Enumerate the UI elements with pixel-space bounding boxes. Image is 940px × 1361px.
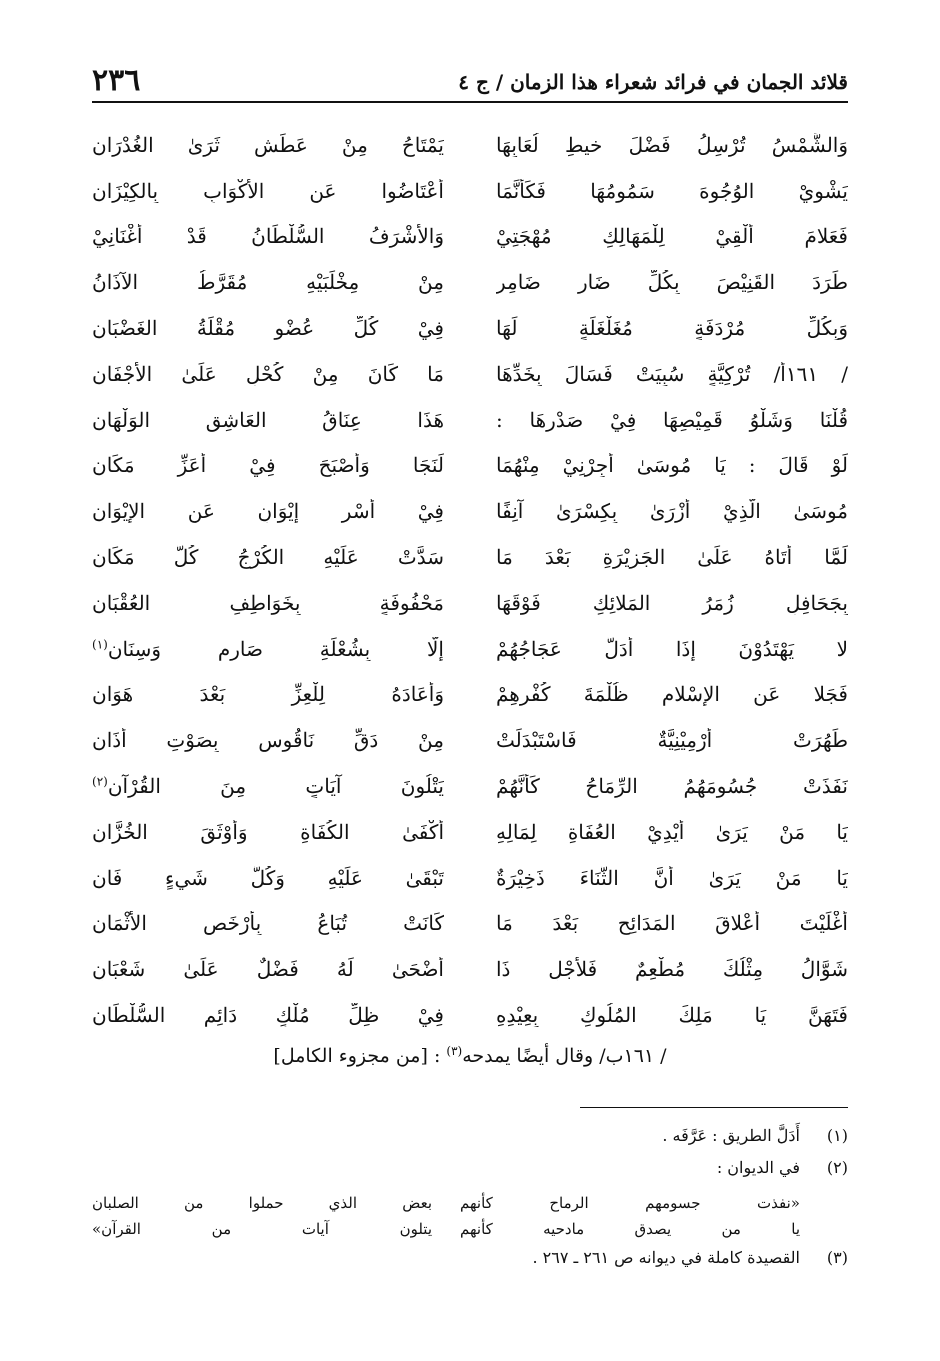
footnote-1 xyxy=(92,1126,848,1158)
verse-second-hemistich xyxy=(92,499,444,523)
verse-first-hemistich: طَهُرَتْ أَرْمِيْنِيَّةٌ فَاسْتَبْدَلَتْ xyxy=(496,728,848,753)
verse-first-hemistich: لَمَّا أَتَاهُ عَلَىٰ الجَزِيْرَةِ بَعْدَ مَا xyxy=(496,545,848,570)
verse-second-hemistich-text: مِنْ مِخْلَبَيْهِ مُقَرَّطُ الآذَانُ xyxy=(92,270,444,295)
footnote-number: (٢) xyxy=(826,1158,848,1177)
page-number: ٢٣٦ xyxy=(92,63,141,98)
verse-line xyxy=(92,626,848,672)
intro-footnote-marker: (٣) xyxy=(446,1044,463,1058)
verse-second-hemistich xyxy=(92,408,444,432)
verse-line xyxy=(92,122,848,168)
verse-second-hemistich xyxy=(92,682,444,706)
header-rule xyxy=(92,101,848,103)
verse-first-hemistich: طَرَدَ القَنِيْصَ بِكُلِّ ضَارٍ ضَامِرٍ xyxy=(496,270,848,295)
verse-line xyxy=(92,534,848,580)
verse-first-hemistich: يَا مَنْ يَرَىٰ أَيْدِيْ العُفَاةِ لِمَالِهِ xyxy=(496,819,848,844)
verse-line xyxy=(92,397,848,443)
verse-second-hemistich xyxy=(92,591,444,615)
verse-line xyxy=(92,488,848,534)
verse-first-hemistich: شَوَّالُ مِثْلُكَ مُطْعِمٌ فَلأَجْلِ ذَا xyxy=(496,957,848,982)
verse-second-hemistich-text: سَدَّتْ عَلَيْهِ الكُرْجُ كُلَّ مَكَانِ xyxy=(92,545,444,570)
verse-second-hemistich xyxy=(92,911,444,935)
verse-second-hemistich xyxy=(92,774,444,798)
verse-first-hemistich: وَبِكُلِّ مُرْدَفَةٍ مُغَلْغَلَةٍ لَهَا xyxy=(496,316,848,341)
verse-second-hemistich xyxy=(92,957,444,981)
footnote-number: (١) xyxy=(826,1126,848,1145)
verse-second-hemistich-text: كَانَتْ تُبَاعُ بِأَرْخَصِ الأَثْمَانِ xyxy=(92,911,444,936)
verse-line xyxy=(92,946,848,992)
verse-second-hemistich xyxy=(92,224,444,248)
verse-line xyxy=(92,443,848,489)
verse-line xyxy=(92,580,848,626)
verse-second-hemistich xyxy=(92,637,444,661)
verse-second-hemistich-text: مَحْفُوفَةٍ بِخَوَاطِفِ العُقْبَانِ xyxy=(92,590,444,615)
verse-second-hemistich xyxy=(92,453,444,477)
verse-second-hemistich-text: أَكْفَىٰ الكُفَاةِ وَأَوْثَقَ الخُزَّانِ xyxy=(92,819,444,844)
verse-second-hemistich-text: فِيْ كُلِّ عُضْوٍ مُقْلَةُ الغَضْبَانِ xyxy=(92,316,444,341)
verse-line xyxy=(92,855,848,901)
verse-line xyxy=(92,763,848,809)
verse-second-hemistich-text: أَضْحَىٰ لَهُ فَضْلٌ عَلَىٰ شَعْبَانِ xyxy=(92,957,444,982)
verse-first-hemistich: / ١٦١أ/ تُرْكِيَّةٍ سُبِيَتْ فَسَالَ بِخَدِّهَا xyxy=(496,361,848,386)
footnote-verse-right: «نفذت جسومهم الرماح كأنهم xyxy=(460,1194,800,1212)
verse-second-hemistich xyxy=(92,728,444,752)
verse-second-hemistich xyxy=(92,866,444,890)
footnote-verse xyxy=(92,1216,848,1242)
footnote-marker: (٢) xyxy=(92,774,108,789)
verse-second-hemistich-text: فِيْ ظِلِّ مُلْكٍ دَائِمِ السُّلْطَانِ xyxy=(92,1003,444,1028)
verse-second-hemistich-text: يَتْلُونَ آيَاتٍ مِنَ القُرْآنِ xyxy=(107,774,444,799)
intro-meter: : [من مجزوء الكامل] xyxy=(273,1045,441,1068)
verse-second-hemistich xyxy=(92,270,444,294)
verse-first-hemistich: فَعَلامَ أُلْقِيْ لِلْمَهَالِكِ مُهْجَتِيْ xyxy=(496,224,848,249)
footnote-2 xyxy=(92,1158,848,1190)
verse-second-hemistich-text: تَبْقَىٰ عَلَيْهِ وَكُلُّ شَيءٍ فَانِ xyxy=(92,865,444,890)
footnote-verse xyxy=(92,1190,848,1216)
verse-line xyxy=(92,901,848,947)
running-title: قلائد الجمان في فرائد شعراء هذا الزمان / ج ٤ xyxy=(458,70,848,94)
intro-text: / ١٦١ب/ وقال أيضًا يمدحه xyxy=(462,1045,667,1068)
verse-line xyxy=(92,672,848,718)
verse-first-hemistich: فَتَهَنَّ يَا مَلِكَ المُلُوكِ بِعِيْدِهِ xyxy=(496,1003,848,1028)
verse-first-hemistich: لا يَهْتَدُوْنَ إِذَا أَدَلَّ عَجَاجُهُمْ xyxy=(496,636,848,661)
footnote-verse-left: بعض الذي حملوا من الصلبان xyxy=(92,1194,432,1212)
verse-first-hemistich: مُوسَىٰ الَّذِيْ أَزْرَىٰ بِكِسْرَىٰ آنِفًا xyxy=(496,499,848,524)
verse-second-hemistich-text: يَمْتَاحُ مِنْ عَطَشٍ ثَرَىٰ الغُدْرَانِ xyxy=(92,132,444,157)
verse-second-hemistich xyxy=(92,179,444,203)
verse-first-hemistich: أَغْلَيْتَ أَعْلاقَ المَدَائِحِ بَعْدَ مَا xyxy=(496,911,848,936)
verse-first-hemistich: بِجَحَافِلٍ زُمَرُ المَلائِكِ فَوْقَهَا xyxy=(496,590,848,615)
footnote-number: (٣) xyxy=(826,1248,848,1267)
verse-second-hemistich-text: فِيْ أَسْرِ إِيْوَانٍ عَنِ الإِيْوَانِ xyxy=(92,499,444,524)
footnote-text: أَدَلَّ الطريق : عَرَّفَه . xyxy=(662,1126,800,1145)
verse-first-hemistich: وَالشَّمْسُ تُرْسِلُ فَضْلَ خيطِ لُعَابِهَا xyxy=(496,132,848,157)
verse-second-hemistich xyxy=(92,1003,444,1027)
verse-second-hemistich-text: هَذَا عِنَاقُ العَاشِقِ الوَلْهَانِ xyxy=(92,407,444,432)
verse-line xyxy=(92,351,848,397)
page-header xyxy=(92,48,848,96)
verse-line xyxy=(92,214,848,260)
verse-line xyxy=(92,809,848,855)
verse-second-hemistich-text: مَا كَانَ مِنْ كُحْلٍ عَلَىٰ الأَجْفَانِ xyxy=(92,361,444,386)
verse-first-hemistich: قُلْنَا وَشَلْوُ قَمِيْصِهَا فِيْ صَدْرِهَا : xyxy=(496,407,848,432)
verse-second-hemistich xyxy=(92,316,444,340)
verse-first-hemistich: يَشْوِيْ الوُجُوهَ سَمُومُهَا فَكَأَنَّمَا xyxy=(496,178,848,203)
verse-second-hemistich xyxy=(92,133,444,157)
poem xyxy=(92,122,848,1038)
footnote-3 xyxy=(92,1248,848,1280)
verse-second-hemistich-text: وَأَعَادَهُ لِلْعِزِّ بَعْدَ هَوَانِ xyxy=(92,682,444,707)
verse-second-hemistich-text: مِنْ دَقِّ نَاقُوسٍ بِصَوْتِ أَذَانِ xyxy=(92,728,444,753)
footnote-text: في الديوان : xyxy=(716,1158,800,1177)
verse-first-hemistich: نَفَذَتْ جُسُومَهُمُ الرِّمَاحُ كَأَنَّهُمْ xyxy=(496,774,848,799)
verse-first-hemistich: يَا مَنْ يَرَىٰ أَنَّ الثَّنَاءَ ذَخِيْرَةٌ xyxy=(496,865,848,890)
verse-line xyxy=(92,305,848,351)
verse-second-hemistich-text: وَالأَشْرَفُ السُّلْطَانُ قَدْ أَغْنَانِيْ xyxy=(92,224,444,249)
footnote-marker: (١) xyxy=(92,637,108,651)
footnote-verse-left: يتلون آيات من القرآن» xyxy=(92,1220,432,1238)
verse-second-hemistich-text: إِلَّا بِشُعْلَةِ صَارِمٍ وَسِنَانِ xyxy=(107,636,444,661)
verse-second-hemistich-text: لَنَجَا وَأَصْبَحَ فِيْ أَعَزِّ مَكَانِ xyxy=(92,453,444,478)
verse-line xyxy=(92,992,848,1038)
footnote-rule xyxy=(580,1107,848,1108)
verse-line xyxy=(92,168,848,214)
verse-second-hemistich xyxy=(92,820,444,844)
footnotes xyxy=(92,1126,848,1280)
footnote-verse-right: يا من يصدق مادحيه كأنهم xyxy=(460,1220,800,1238)
verse-line xyxy=(92,717,848,763)
verse-first-hemistich: لَوْ قَالَ : يَا مُوسَىٰ أَجِرْنِيْ مِنْهُمَا xyxy=(496,453,848,478)
poem-intro xyxy=(92,1044,848,1067)
verse-second-hemistich-text: أَعْتَاضُوا عَنِ الأَكْوَابِ بِالكِيْزَانِ xyxy=(92,178,444,203)
verse-line xyxy=(92,259,848,305)
verse-first-hemistich: فَجَلا عَنِ الإِسْلامِ ظُلْمَةَ كُفْرِهِمْ xyxy=(496,682,848,707)
verse-second-hemistich xyxy=(92,545,444,569)
footnote-text: القصيدة كاملة في ديوانه ص ٢٦١ ـ ٢٦٧ . xyxy=(532,1248,800,1267)
verse-second-hemistich xyxy=(92,362,444,386)
